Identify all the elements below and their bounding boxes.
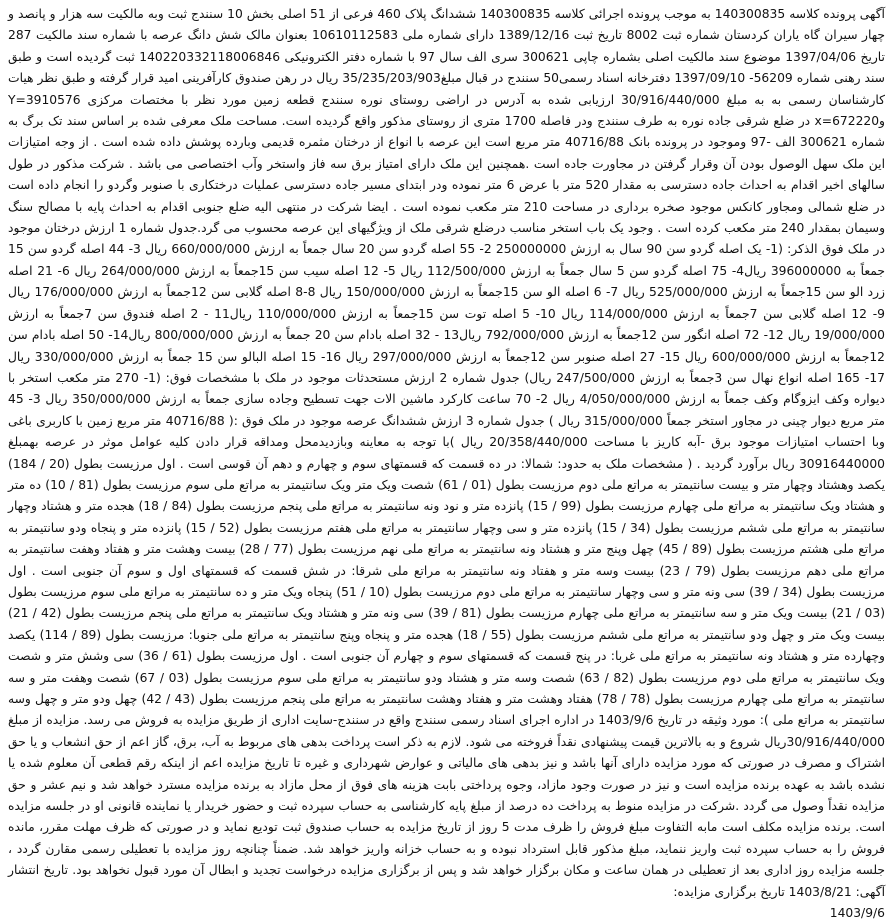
published-date: 1403/8/21 bbox=[788, 884, 852, 899]
notice-body-text: آگهی پرونده کلاسه 140300835 به موجب پرونده اجرائی کلاسه 140300835 ششدانگ پلاک 460 فرعی از 51 اصلی بخش 10 سنندج ثبت وبه مالکیت سه هزار و پانصد و چهار سیران گاه یاران کردستان شماره ثبت 8002 تاریخ ثبت 1389/12/16 دارای شماره ملی 10610112583 بعنوان مالک شش دانگ عرصه با شماره سند مالکیت 287 تاریخ 1397/04/06 موضوع سند مالکیت اصلی بشماره چاپی 300621 سری الف سال 97 با شماره دفتر الکترونیکی 140220332118006846 ثبت گردیده است و طبق سند رهنی شماره 56209- 1397/09/10 دفترخانه اسناد رسمی50 سنندج در قبال مبلغ35/235/203/903 ریال در رهن صندوق کارآفرینی امید قرار گرفته و طبق نظر هیات کارشناسان رسمی به به مبلغ 30/916/440/000 ارزیابی شده به آدرس در اراضی روستای نوره سنندج قطعه زمین مورد نظر با مختصات مرکزی Y=3910576 وx=672220 در ضلع شرقی جاده نوره به طرف سنندج ودر فاصله 1700 متری از روستای مذکور واقع گردیده است. مساحت ملک معرفی شده بر اساس سند تک برگ به شماره 300621 الف -97 وموجود در پرونده بانک 40716/88 متر مربع است این عرصه با انواع از درختان مثمره قدیمی وبارده پوشش داده شده است . از وجه امتیازات این ملک سهل الوصول بودن آن وقرار گرفتن در مجاورت جاده است .همچنین این ملک دارای امتیاز برق سه فاز واستخر وآب اختصاصی می باشد . شرکت مذکور در طول سالهای اخیر اقدام به احداث جاده دسترسی به مقدار 520 متر با عرض 6 متر نموده ودر ابتدای مسیر جاده دسترسی عملیات درختکاری با صنوبر وگردو را انجام داده است در ضلع شمالی ومجاور کانکس موجود صخره برداری در مساحت 210 متر مکعب نموده است . ایضا شرکت در منتهی الیه ضلع جنوبی اقدام به احداث پایه با مصالح سنگ وسیمان بمقدار 240 متر مکعب کرده است . وجود یک باب استخر مناسب درضلع شرقی ملک از ویژگیهای این عرصه محسوب می گرد.جدول شماره 1 ارزش درختان موجود در ملک فوق الذکر: (1- یک اصله گردو سن 90 سال به ارزش 250000000 2- 55 اصله گردو سن 20 سال جمعاً به ارزش 660/000/000 ریال 3- 44 اصله گردو سن 15 جمعاً به 396000000 ریال4- 75 اصله گردو سن 5 سال جمعاً به ارزش 112/500/000 ریال 5- 12 اصله سیب سن 15جمعاً به ارزش 264/000/000 ریال 6- 21 اصله زرد الو سن 15جمعاً به ارزش 525/000/000 ریال 7- 6 اصله الو سن 15جمعاً به ارزش 150/000/000 ریال 8-8 اصله گلابی سن 12جمعاً به ارزش 176/000/000 ریال 9- 12 اصله گلابی سن 7جمعاً به ارزش 114/000/000 ریال 10- 5 اصله توت سن 15جمعاً به ارزش 110/000/000 ریال11 - 2 اصله فندوق سن 7جمعاً به ارزش 19/000/000 ریال 12- 72 اصله انگور سن 12جمعاً به ارزش 792/000/000 ریال13 - 32 اصله بادام سن 20 جمعاً به ارزش 800/000/000 ریال14- 50 اصله بادام سن 12جمعاً به ارزش 600/000/000 ریال 15- 27 اصله صنوبر سن 12جمعاً به ارزش 297/000/000 ریال 16- 15 اصله البالو سن 15 جمعاً به ارزش 330/000/000 ریال 17- 165 اصله انواع نهال سن 3جمعاً به ارزش 247/500/000 ریال) جدول شماره 2 ارزش مستحدثات موجود در ملک با مشخصات فوق: (1- 270 متر مکعب استخر با دیواره وکف ایزوگام وکف جمعاً به ارزش 4/050/000/000 ریال 2- 70 ساعت کارکرد ماشین الات جهت تسطیح وجاده سازی جمعاً به ارزش 350/000/000 ریال 3- 45 متر مربع دیوار چینی در مجاور استخر جمعاً 315/000/000 ریال ) جدول شماره 3 ارزش ششدانگ عرصه موجود در ملک فوق :( 40716/88 متر مربع زمین با کاربری باغی وبا احتساب امتیازات موجود برق -آبه کاریز با مساحت 20/358/440/000 ریال )با توجه به معاینه وبازدیدمحل ومداقه قرار دادن کلیه عوامل موثر در عرصه بهمبلغ 30916440000 ریال برآورد گردید . ( مشخصات ملک به حدود: شمالا: در ده قسمت که قسمتهای سوم و چهارم و دهم آن قوسی است . اول مرزیست بطول (20 / 184) یکصد وهشتاد وچهار متر و بیست سانتیمتر به مراتع ملی دوم مرزیست بطول (01 / 61) شصت ویک متر ویک سانتیمتر به مراتع ملی سوم مرزیست بطول (81 / 10) ده متر و هشتاد ویک سانتیمتر به مراتع ملی چهارم مرزیست بطول (99 / 15) پانزده متر و نود ونه سانتیمتر به مراتع ملی پنجم مرزیست بطول (84 / 18) هجده متر و هشتاد وچهار سانتیمتر به مراتع ملی ششم مرزیست بطول (34 / 15) پانزده متر و سی وچهار سانتیمتر به مراتع ملی هفتم مرزیست بطول (52 / 15) پانزده متر و پنجاه ودو سانتیمتر به مراتع ملی هشتم مرزیست بطول (89 / 45) چهل وپنج متر و هشتاد ونه سانتیمتر به مراتع ملی نهم مرزیست بطول (77 / 28) بیست وهشت متر و هفتاد وهفت سانتیمتر به مراتع ملی دهم مرزیست بطول (79 / 23) بیست وسه متر و هفتاد ونه سانتیمتر به مراتع ملی شرقا: در شش قسمت که قسمتهای اول و سوم آن جنوبی است . اول مرزیست بطول (34 / 39) سی ونه متر و سی وچهار سانتیمتر به مراتع ملی دوم مرزیست بطول (10 / 51) پنجاه ویک متر و ده سانتیمتر به مراتع ملی سوم مرزیست بطول (03 / 21) بیست ویک متر و سه سانتیمتر به مراتع ملی چهارم مرزیست بطول (81 / 39) سی ونه متر و هشتاد ویک سانتیمتر به مراتع ملی پنجم مرزیست بطول (42 / 21) بیست ویک متر و چهل ودو سانتیمتر به مراتع ملی ششم مرزیست بطول (55 / 18) هجده متر و پنجاه وپنج سانتیمتر به مراتع ملی جنوبا: مرزیست بطول (89 / 114) یکصد وچهارده متر و هشتاد ونه سانتیمتر به مراتع ملی غربا: در پنج قسمت که قسمتهای سوم و چهارم آن جنوبی است . اول مرزیست بطول (61 / 36) سی وشش متر و شصت ویک سانتیمتر به مراتع ملی دوم مرزیست بطول (82 / 63) شصت وسه متر و هشتاد ودو سانتیمتر به مراتع ملی سوم مرزیست بطول (03 / 67) شصت وهفت متر و سه سانتیمتر به مراتع ملی چهارم مرزیست بطول (78 / 78) هفتاد وهشت متر و هفتاد وهشت سانتیمتر به مراتع ملی پنجم مرزیست بطول (43 / 42) چهل ودو متر و چهل وسه سانتیمتر به مراتع ملی ): مورد وثیقه در تاریخ 1403/9/6 در اداره اجرای اسناد رسمی سنندج واقع در سنندج-سایت اداری از طریق مزایده به فروش می رسد. مزایده از مبلغ 30/916/440/000ریال شروع و به بالاترین قیمت پیشنهادی نقداً فروخته می شود. لازم به ذکر است پرداخت بدهی های مربوط به آب، برق، گاز اعم از حق انشعاب و یا حق اشتراک و مصرف در صورتی که مورد مزایده دارای آنها باشد و نیز بدهی های مالیاتی و عوارض شهرداری و غیره تا تاریخ مزایده اعم از اینکه رقم قطعی آن معلوم شده یا نشده باشد به عهده برنده مزایده است و نیز در صورت وجود مازاد، وجوه پرداختی بابت هزینه های فوق از محل مازاد به برنده مزایده مسترد خواهد شد و نیم عشر و حق مزایده نقداً وصول می گردد .شرکت در مزایده منوط به پرداخت ده درصد از مبلغ پایه کارشناسی به حساب سپرده ثبت و حضور خریدار یا نماینده قانونی او در جلسه مزایده است. برنده مزایده مکلف است مابه التفاوت مبلغ فروش را ظرف مدت 5 روز از تاریخ مزایده به حساب صندوق ثبت تودیع نماید و در صورتی که ظرف مهلت مقرر، مانده فروش را به حساب سپرده ثبت واریز ننماید، مبلغ مذکور قابل استرداد نبوده و به حساب خزانه واریز خواهد شد. ضمناً چنانچه روز مزایده با تعطیلی رسمی مقارن گردد ، جلسه مزایده روز اداری بعد از تعطیلی در همان ساعت و مکان برگزار خواهد شد و پس از برگزاری مزایده درخواست تجدید و ابطال آن مورد قبول نخواهد بود. تاریخ انتشار آگهی: bbox=[8, 7, 886, 899]
auction-date: 1403/9/6 bbox=[829, 906, 885, 921]
auction-date-label: تاریخ برگزاری مزایده: bbox=[673, 884, 785, 899]
